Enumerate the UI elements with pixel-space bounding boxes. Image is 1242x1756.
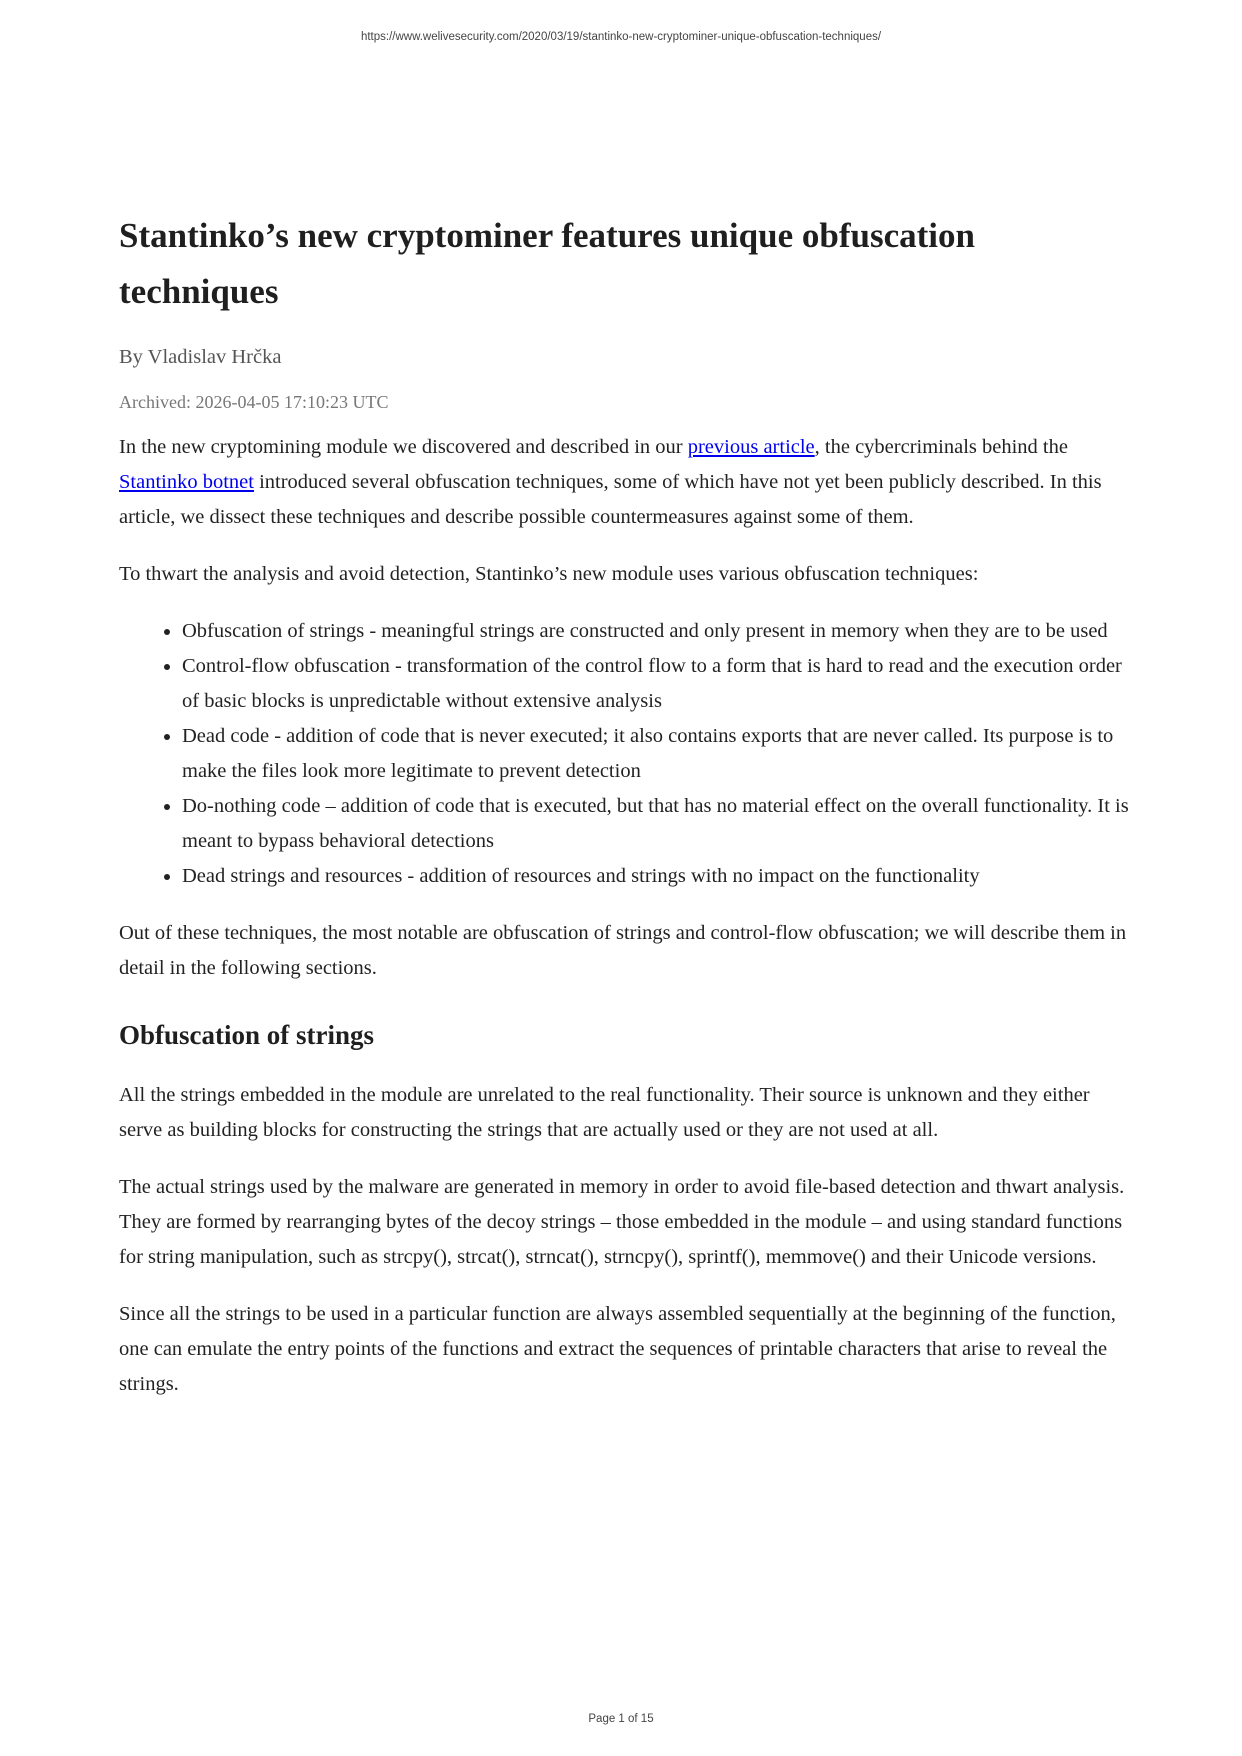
list-item: • Dead strings and resources - addition of resources and strings with no impact on the functionality	[182, 859, 1129, 894]
article-title: Stantinko’s new cryptominer features unique obfuscation techniques	[119, 216, 975, 311]
list-item: • Obfuscation of strings - meaningful strings are constructed and only present in memory when they are to be used	[182, 614, 1129, 649]
intro-text-3: introduced several obfuscation techniques, some of which have not yet been publicly described. In this article, we dissect these techniques and describe possible countermeasures against some of them.	[119, 471, 1102, 528]
archived-timestamp: Archived: 2026-04-05 17:10:23 UTC	[119, 392, 389, 412]
list-item: • Dead code - addition of code that is never executed; it also contains exports that are never called. Its purpose is to make the files look more legitimate to prevent detection	[182, 719, 1129, 789]
emulation-paragraph: Since all the strings to be used in a particular function are always assembled sequentially at the beginning of the function, one can emulate the entry points of the functions and extract the sequences of printable characters that arise to reveal the strings.	[119, 1303, 1116, 1395]
intro-paragraph	[119, 430, 1129, 535]
actual-strings-paragraph: The actual strings used by the malware are generated in memory in order to avoid file-based detection and thwart analysis. They are formed by rearranging bytes of the decoy strings – those embedded in the module – and using standard functions for string manipulation, such as strcpy(), strcat(), strncat(), strncpy(), sprintf(), memmove() and their Unicode versions.	[119, 1176, 1125, 1268]
stantinko-botnet-link[interactable]: Stantinko botnet	[119, 471, 254, 493]
page-number: Page 1 of 15	[588, 1713, 654, 1725]
techniques-list	[119, 614, 1129, 894]
list-item: • Do-nothing code – addition of code that is executed, but that has no material effect on the overall functionality. It is meant to bypass behavioral detections	[182, 789, 1129, 859]
section-heading: Obfuscation of strings	[119, 1020, 375, 1050]
previous-article-link[interactable]: previous article	[687, 436, 815, 458]
intro-text-2: , the cybercriminals behind the	[814, 436, 1068, 458]
author-byline: By Vladislav Hrčka	[119, 346, 282, 368]
intro-text-1: In the new cryptomining module we discovered and described in our	[119, 436, 688, 458]
strings-paragraph: All the strings embedded in the module are unrelated to the real functionality. Their source is unknown and they either serve as building blocks for constructing the strings that are actually used or they are not used at all.	[119, 1084, 1090, 1141]
article	[119, 208, 1129, 1402]
list-item: • Control-flow obfuscation - transformation of the control flow to a form that is hard to read and the execution order of basic blocks is unpredictable without extensive analysis	[182, 649, 1129, 719]
page-url: https://www.welivesecurity.com/2020/03/19/stantinko-new-cryptominer-unique-obfuscation-techniques/	[360, 31, 882, 43]
thwart-paragraph: To thwart the analysis and avoid detection, Stantinko’s new module uses various obfuscation techniques:	[119, 563, 979, 585]
out-of-paragraph: Out of these techniques, the most notable are obfuscation of strings and control-flow obfuscation; we will describe them in detail in the following sections.	[119, 922, 1127, 979]
